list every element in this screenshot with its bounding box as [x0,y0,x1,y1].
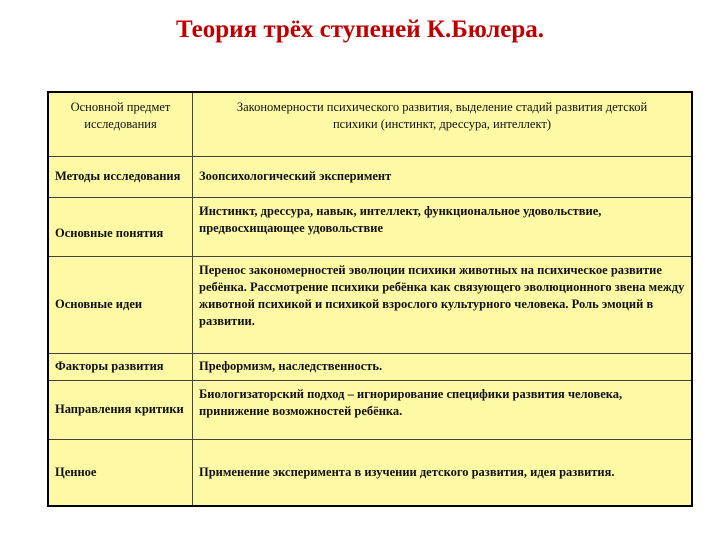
table-row [48,92,692,156]
row-value: Инстинкт, дрессура, навык, интеллект, функциональное удовольствие, предвосхищающее удовольствие [193,197,693,256]
table-row [48,256,692,353]
row-label: Методы исследования [48,156,193,197]
row-label: Основные понятия [48,197,193,256]
table-row [48,439,692,506]
row-value: Преформизм, наследственность. [193,353,693,380]
theory-table [47,91,693,507]
table-row [48,197,692,256]
row-label: Основные идеи [48,256,193,353]
slide-title: Теория трёх ступеней К.Бюлера. [175,16,545,43]
table-row [48,156,692,197]
row-value: Перенос закономерностей эволюции психики животных на психическое развитие ребёнка. Рассмотрение психики ребёнка как связующего эволюционного звена между животной психикой и психикой взрослого культурного человека. Роль эмоций в развитии. [193,256,693,353]
row-label: Ценное [48,439,193,506]
table-row [48,380,692,439]
row-value: Зоопсихологический эксперимент [193,156,693,197]
row-label: Факторы развития [48,353,193,380]
row-value: Биологизаторский подход – игнорирование специфики развития человека, принижение возможностей ребёнка. [193,380,693,439]
table-row [48,353,692,380]
row-label: Основной предмет исследования [48,92,193,156]
row-value: Закономерности психического развития, выделение стадий развития детской психики (инстинкт, дрессура, интеллект) [193,92,693,156]
row-label: Направления критики [48,380,193,439]
row-value: Применение эксперимента в изучении детского развития, идея развития. [193,439,693,506]
